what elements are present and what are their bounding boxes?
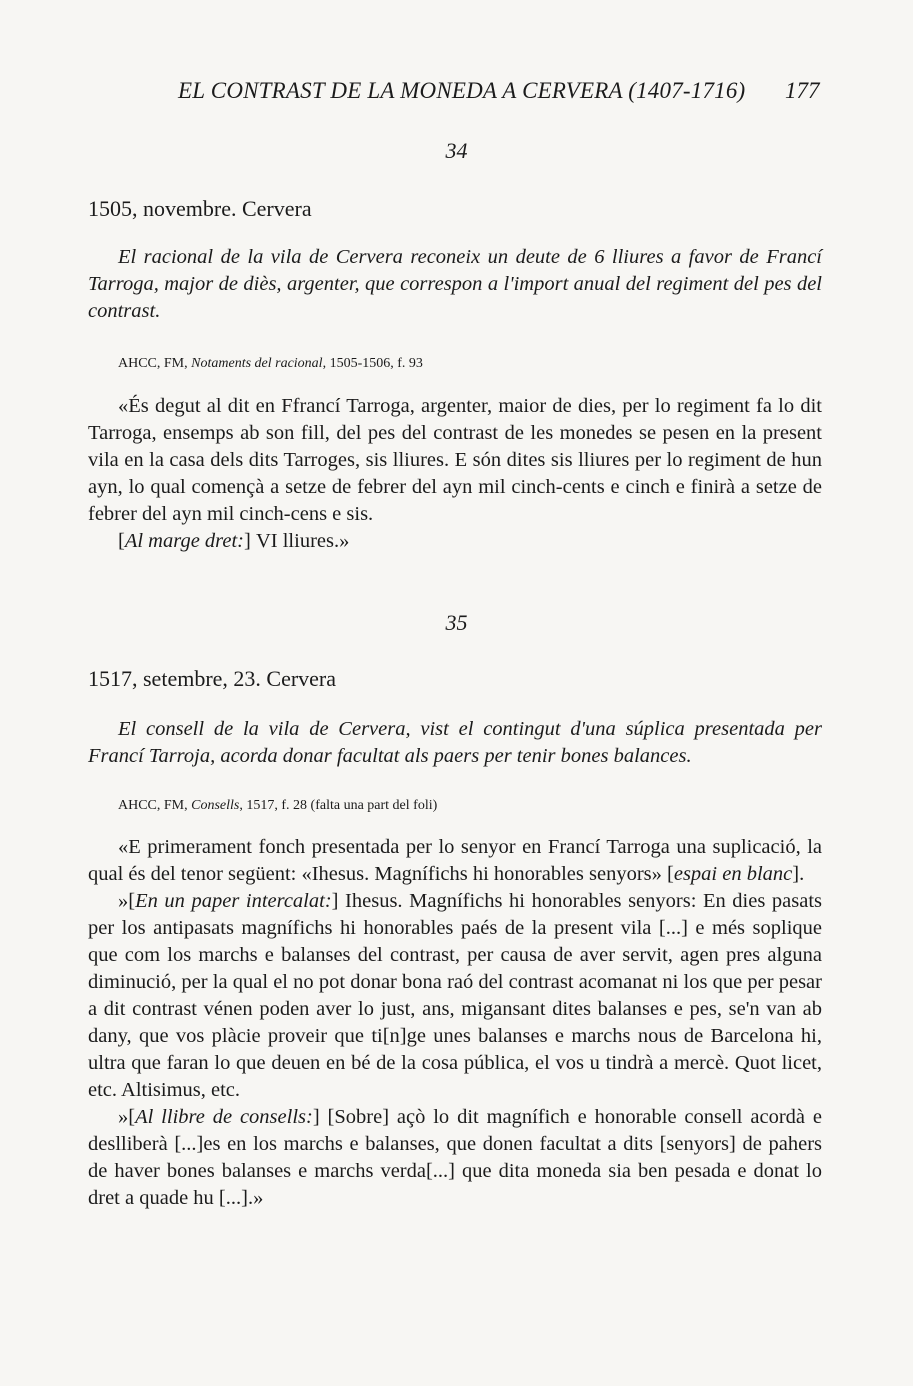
document-date: 1517, setembre, 23. Cervera [88,666,337,691]
document-summary: El consell de la vila de Cervera, vist el contingut d'una súplica presentada per Francí Tarroja, acorda donar facultat als paers per tenir bones balances. [88,718,822,767]
margin-note-paragraph [88,528,822,555]
running-title: EL CONTRAST DE LA MONEDA A CERVERA (1407-1716) [178,78,746,103]
transcription-body [88,834,822,1212]
editorial-note: espai en blanc [673,863,793,885]
text-run: ] [Sobre] açò lo dit magnífich e honorable consell acordà e deslliberà [...]es en los marchs e balanses, que donen facultat a dits [senyors] de pahers de haver bones balanses e marchs verda[...] que dita moneda sia ben pesada e donat lo dret a quade hu [...].» [88,1106,822,1209]
document-number: 35 [445,610,468,635]
source-title: Consells [191,798,240,813]
source-suffix: , 1505-1506, f. 93 [322,356,423,371]
document-summary: El racional de la vila de Cervera reconeix un deute de 6 lliures a favor de Francí Tarroga, major de diès, argenter, que correspon a l'import anual del regiment del pes del contrast. [88,246,822,322]
document-date: 1505, novembre. Cervera [88,196,312,221]
editorial-note: Al llibre de consells: [135,1106,313,1128]
text-run: »[ [118,1106,136,1128]
text-run: ]. [792,863,805,885]
source-suffix: , 1517, f. 28 (falta una part del foli) [239,798,438,813]
source-reference [118,798,437,814]
transcription-paragraph [88,888,822,1104]
page-number: 177 [785,78,820,103]
text-run: «E primerament fonch presentada per lo senyor en Francí Tarroga una suplicació, la qual és del tenor següent: «Ihesus. Magnífichs hi honorables senyors» [ [88,836,822,885]
transcription-paragraph [88,1104,822,1212]
source-reference [118,356,423,372]
source-prefix: AHCC, FM, [118,356,192,371]
margin-note-text: lliures.» [277,530,350,552]
source-prefix: AHCC, FM, [118,798,192,813]
text-run: ] Ihesus. Magnífichs hi honorables senyors: En dies pasats per los antipasats magnífichs hi honorables paés de la present vila [...] e més soplique que com los marchs e balanses del contrast, per causa de aver servit, agen pres alguna diminució, per la qual el no pot donar bona raó del contrast acomanat ni los que per pesar a dit contrast vénen poden aver lo just, ans, migansant dites balanses e pes, se'n van ab dany, que vos plàcie proveir que ti[n]ge unes balanses e marchs nous de Barcelona hi, ultra que faran lo que deuen en bé de la cosa pública, el vos u tindrà a mercè. Quot licet, etc. Altisimus, etc. [88,890,822,1101]
bracket: ] [244,530,256,552]
margin-note-label: Al marge dret: [124,530,245,552]
roman-numeral: VI [255,530,278,552]
transcription-body [88,393,822,555]
source-title: Notaments del racional [191,356,323,371]
transcription-paragraph: «És degut al dit en Ffrancí Tarroga, argenter, maior de dies, per lo regiment fa lo dit Tarroga, ensemps ab son fill, del pes del contrast de les monedes se pesen en la present vila en la casa dels dits Tarroges, sis lliures. E són dites sis lliures per lo regiment de hun ayn, lo qual començà a setze de febrer del ayn mil cinch-cents e cinch e finirà a setze de febrer del ayn mil cinch-cens e sis. [88,395,822,525]
bracket: [ [118,530,125,552]
text-run: »[ [118,890,136,912]
document-number: 34 [445,138,468,163]
transcription-paragraph [88,834,822,888]
editorial-note: En un paper intercalat: [135,890,332,912]
